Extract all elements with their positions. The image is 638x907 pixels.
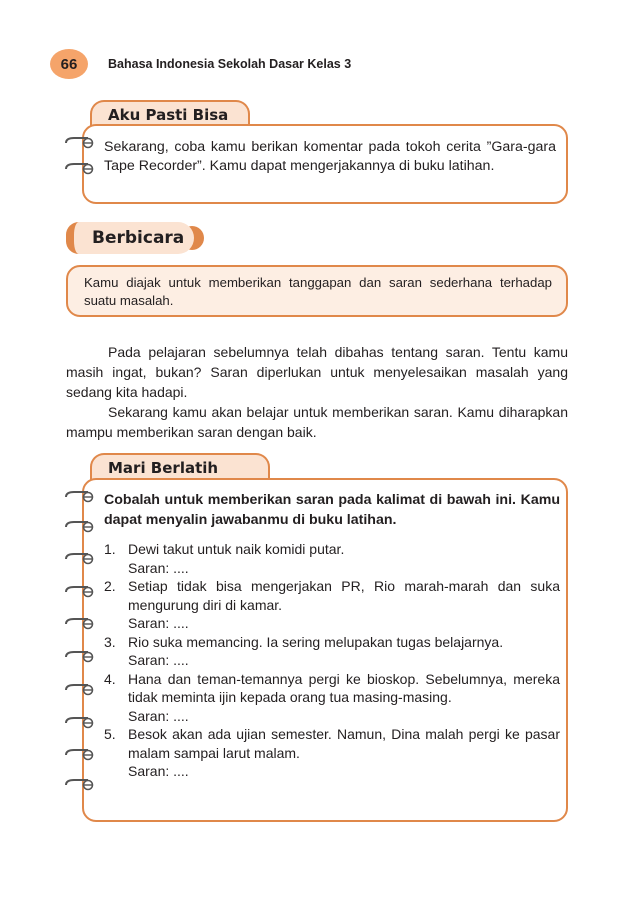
- page-number: 66: [60, 55, 78, 73]
- body-paragraph-2: Sekarang kamu akan belajar untuk memberikan saran. Kamu diharapkan mampu memberikan saran dengan baik.: [66, 404, 568, 440]
- book-title: Bahasa Indonesia Sekolah Dasar Kelas 3: [108, 57, 352, 71]
- binder-ring-icon: [64, 650, 94, 664]
- list-item: 5. Besok akan ada ujian semester. Namun, Dina malah pergi ke pasar malam sampai larut malam. Saran: ....: [104, 726, 560, 779]
- binder-ring-icon: [64, 617, 94, 631]
- binder-ring-icon: [64, 136, 94, 150]
- binder-ring-icon: [64, 778, 94, 792]
- berbicara-label: Berbicara: [92, 228, 185, 248]
- binder-ring-icon: [64, 552, 94, 566]
- binder-ring-icon: [64, 716, 94, 730]
- berbicara-intro-box: [66, 265, 568, 317]
- binder-ring-icon: [64, 683, 94, 697]
- aku-pasti-bisa-label: Aku Pasti Bisa: [108, 106, 229, 124]
- exercise-list: [104, 540, 560, 781]
- mari-berlatih-tab: [90, 453, 270, 481]
- berbicara-intro-text: Kamu diajak untuk memberikan tanggapan dan saran sederhana terhadap suatu masalah.: [84, 275, 552, 308]
- list-item: 3. Rio suka memancing. Ia sering melupakan tugas belajarnya. Saran: ....: [104, 633, 504, 668]
- binder-ring-icon: [64, 520, 94, 534]
- binder-ring-icon: [64, 162, 94, 176]
- binder-ring-icon: [64, 748, 94, 762]
- mari-berlatih-label: Mari Berlatih: [108, 459, 219, 477]
- exercise-instruction: Cobalah untuk memberikan saran pada kalimat di bawah ini. Kamu dapat menyalin jawabanmu di buku latihan.: [104, 492, 560, 528]
- list-item: 4. Hana dan teman-temannya pergi ke bioskop. Sebelumnya, mereka tidak meminta ijin kepada orang tua masing-masing. Saran: ....: [104, 670, 560, 724]
- list-item: 1. Dewi takut untuk naik komidi putar. Saran: ....: [104, 541, 345, 576]
- body-paragraph-1: Pada pelajaran sebelumnya telah dibahas tentang saran. Tentu kamu masih ingat, bukan? Saran diperlukan untuk menyelesaikan masalah yang sedang kita hadapi.: [66, 344, 568, 400]
- aku-pasti-bisa-box: [82, 124, 568, 204]
- binder-ring-icon: [64, 490, 94, 504]
- mari-berlatih-box: [82, 478, 568, 822]
- berbicara-section-heading: [66, 222, 194, 254]
- binder-ring-icon: [64, 585, 94, 599]
- list-item: 2. Setiap tidak bisa mengerjakan PR, Rio marah-marah dan suka mengurung diri di kamar. Saran: ....: [104, 578, 560, 631]
- aku-pasti-bisa-text: Sekarang, coba kamu berikan komentar pada tokoh cerita ”Gara-gara Tape Recorder”. Kamu dapat mengerjakannya di buku latihan.: [104, 139, 556, 174]
- page-number-badge: [50, 49, 88, 79]
